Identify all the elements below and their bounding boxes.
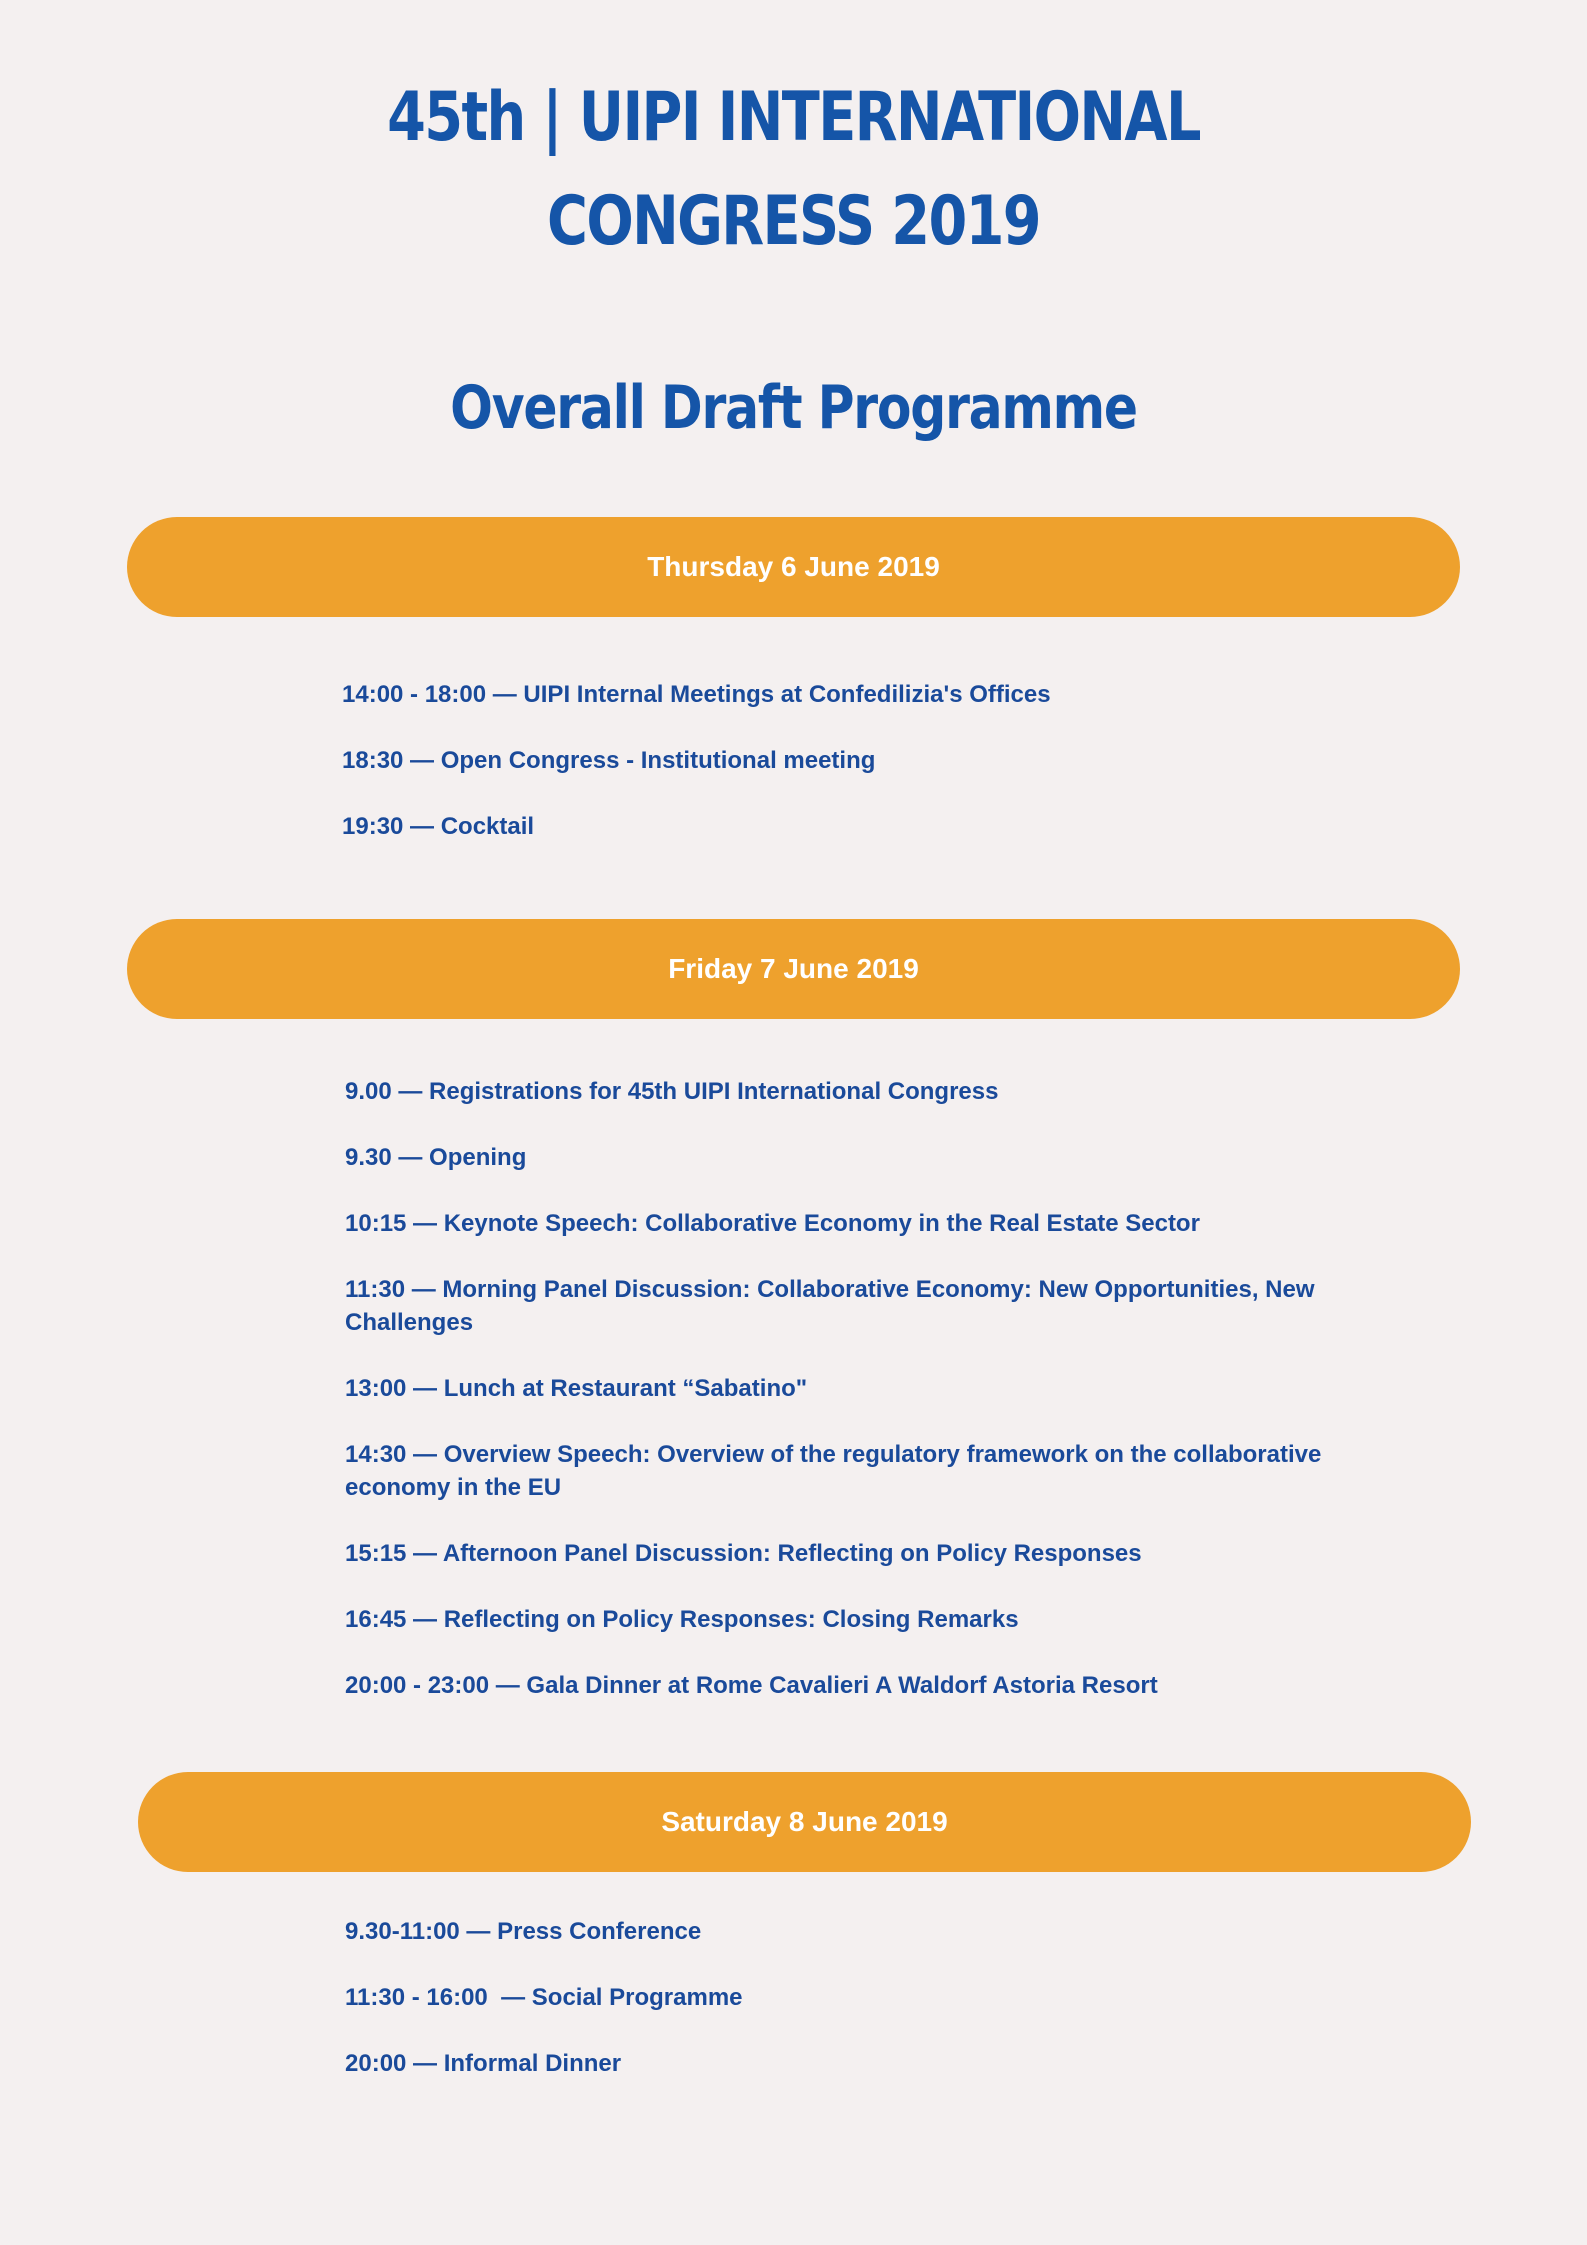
day-header-thursday <box>127 517 1460 617</box>
list-item: 19:30 — Cocktail <box>342 813 535 840</box>
day-header-friday <box>127 919 1460 1019</box>
event-list-saturday <box>345 1915 1345 2080</box>
page-subtitle: Overall Draft Programme <box>450 373 1137 443</box>
event-list-friday <box>345 1075 1345 1702</box>
list-item: 13:00 — Lunch at Restaurant “Sabatino" <box>345 1375 808 1402</box>
list-item: 14:00 - 18:00 — UIPI Internal Meetings at Confedilizia's Offices <box>342 681 1051 708</box>
list-item: 20:00 — Informal Dinner <box>345 2050 622 2077</box>
page-title <box>143 66 1444 274</box>
list-item: 20:00 - 23:00 — Gala Dinner at Rome Cavalieri A Waldorf Astoria Resort <box>345 1672 1158 1699</box>
page-title-line-2: CONGRESS 2019 <box>547 182 1040 261</box>
list-item: 11:30 - 16:00 — Social Programme <box>345 1984 743 2011</box>
list-item: 16:45 — Reflecting on Policy Responses: Closing Remarks <box>345 1606 1019 1633</box>
day-header-label: Thursday 6 June 2019 <box>647 551 940 582</box>
list-item: 9.30 — Opening <box>345 1144 527 1171</box>
day-header-label: Friday 7 June 2019 <box>668 953 919 984</box>
list-item: 11:30 — Morning Panel Discussion: Collaborative Economy: New Opportunities, New Challenges <box>345 1276 1315 1336</box>
event-list-thursday <box>342 678 1342 843</box>
day-header-label: Saturday 8 June 2019 <box>661 1806 948 1837</box>
list-item: 9.00 — Registrations for 45th UIPI International Congress <box>345 1078 999 1105</box>
day-header-saturday <box>138 1772 1471 1872</box>
list-item: 14:30 — Overview Speech: Overview of the regulatory framework on the collaborative economy in the EU <box>345 1441 1322 1501</box>
page-title-line-1: 45th | UIPI INTERNATIONAL <box>387 78 1200 157</box>
list-item: 9.30-11:00 — Press Conference <box>345 1918 702 1945</box>
list-item: 15:15 — Afternoon Panel Discussion: Reflecting on Policy Responses <box>345 1540 1142 1567</box>
list-item: 18:30 — Open Congress - Institutional meeting <box>342 747 876 774</box>
list-item: 10:15 — Keynote Speech: Collaborative Economy in the Real Estate Sector <box>345 1210 1200 1237</box>
